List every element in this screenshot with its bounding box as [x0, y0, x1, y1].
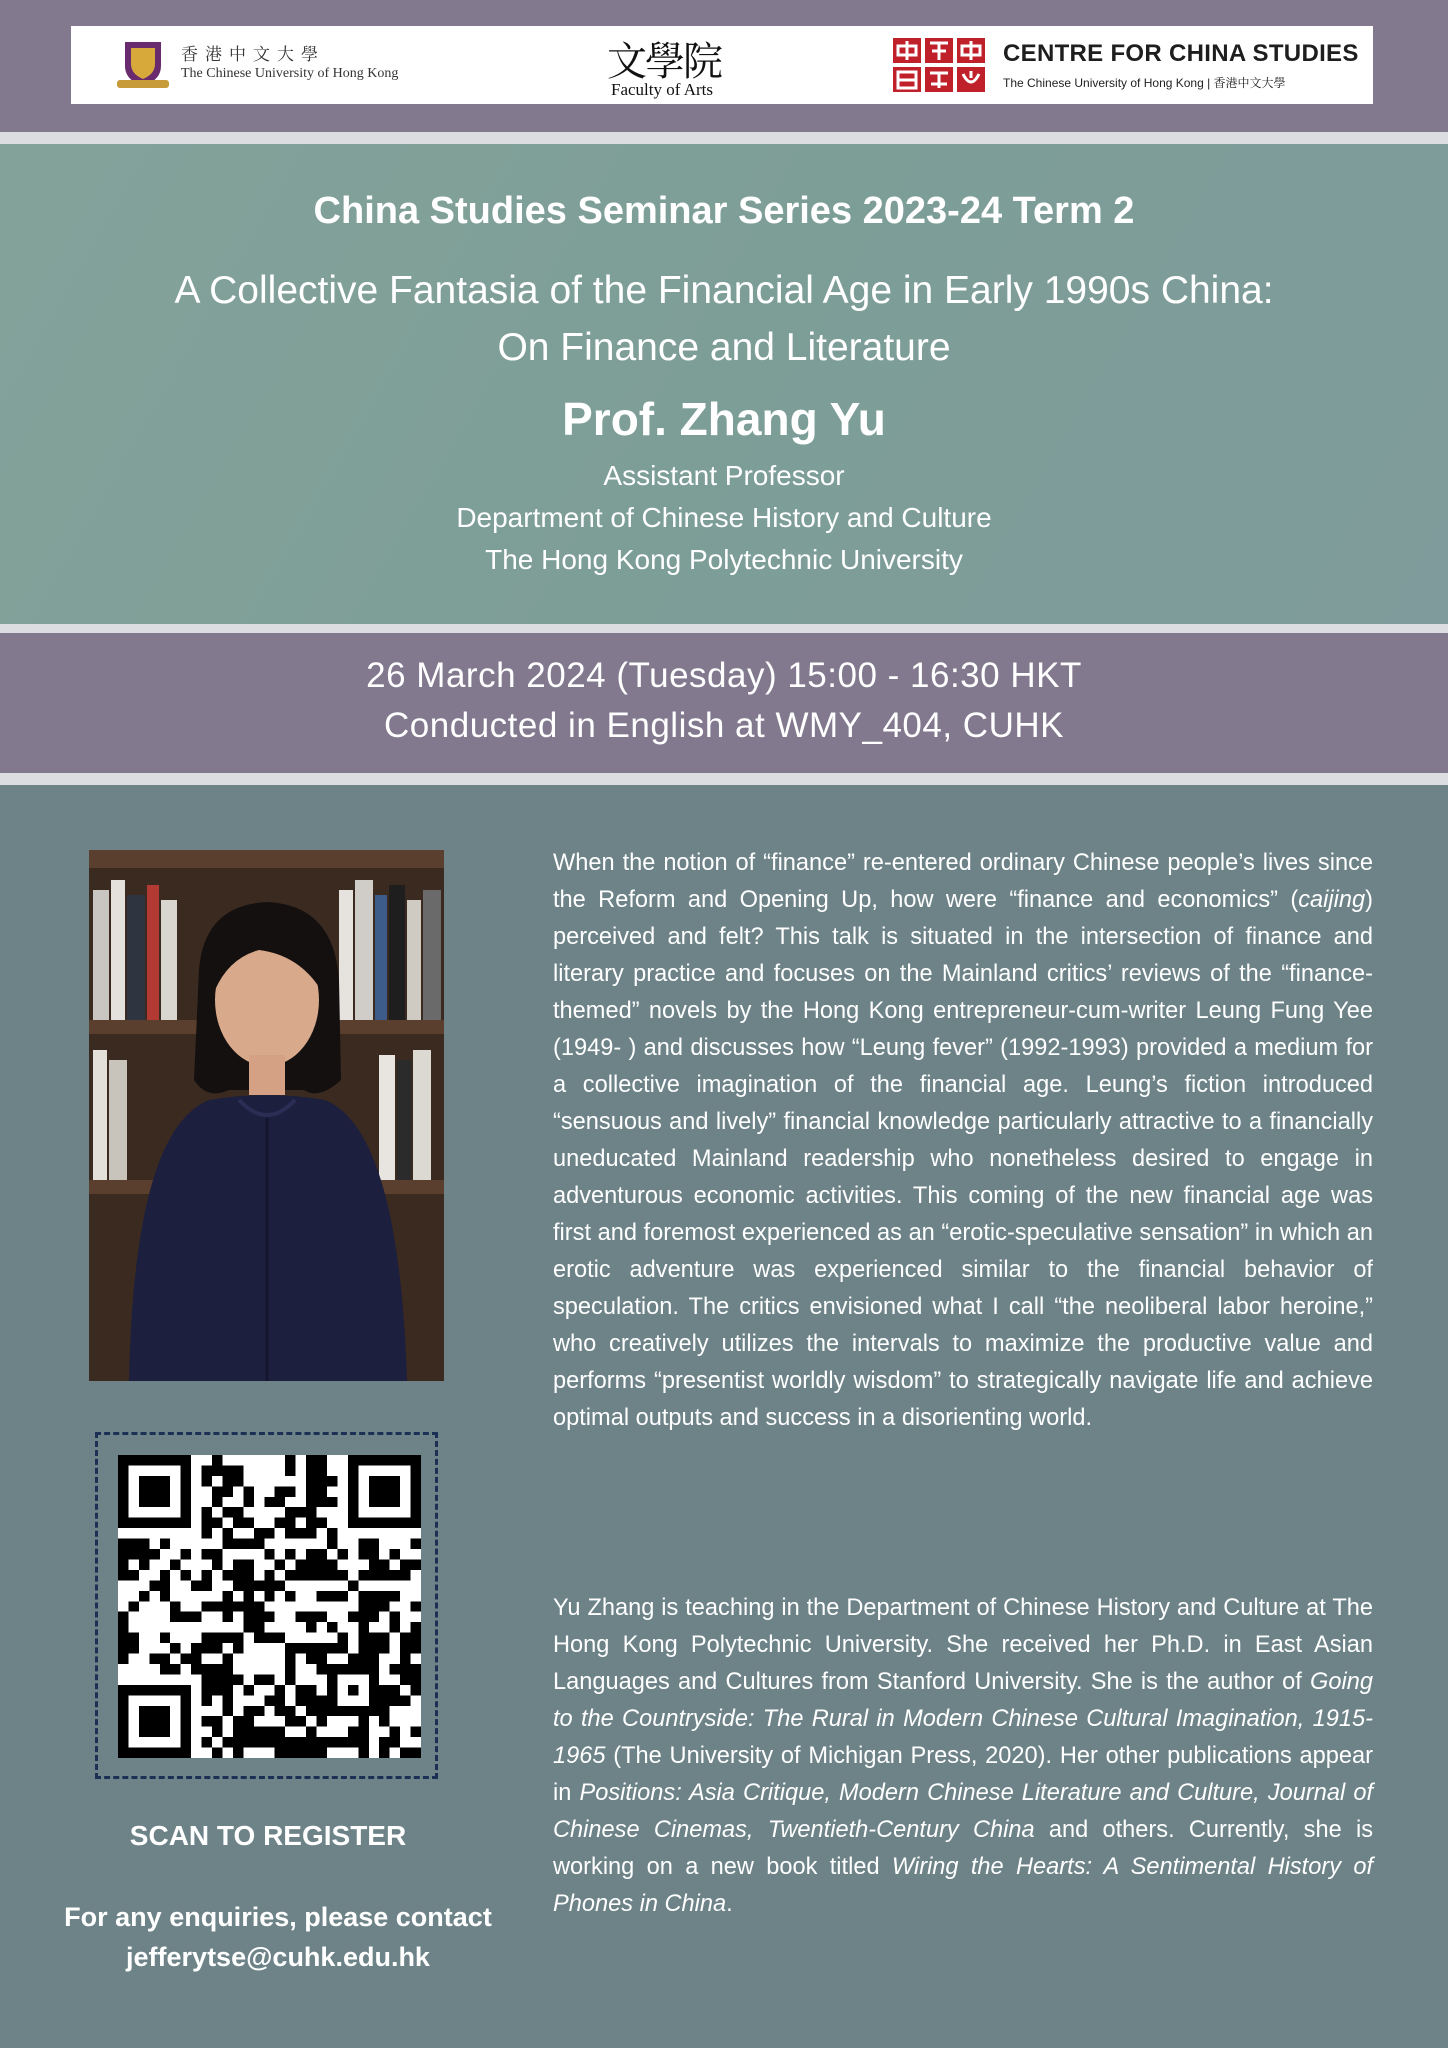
bio-text-1: Yu Zhang is teaching in the Department of Chinese History and Culture at The Hong Kong Polytechnic University. She received her Ph.D. in East Asian Languages and Cultures from Stanford University. She is the author of	[553, 1595, 1373, 1695]
event-datetime: 26 March 2024 (Tuesday) 15:00 - 16:30 HKT	[366, 656, 1082, 695]
event-venue: Conducted in English at WMY_404, CUHK	[384, 706, 1064, 745]
talk-abstract	[553, 845, 1373, 1437]
logo-bar	[71, 26, 1373, 104]
bio-book-title-1: Going to the Countryside: The Rural in Modern Chinese Cultural Imagination, 1915-1965	[553, 1669, 1373, 1769]
ccs-logo-icon	[893, 38, 987, 92]
faculty-of-arts-label: Faculty of Arts	[611, 80, 713, 99]
cuhk-chinese-name: 香港中文大學	[181, 45, 325, 65]
speaker-department: Department of Chinese History and Culture	[456, 502, 992, 533]
abstract-text-1: When the notion of “finance” re-entered ordinary Chinese people’s lives since the Reform and Opening Up, how were “finance and economics” (	[553, 850, 1373, 913]
speaker-name: Prof. Zhang Yu	[562, 393, 886, 445]
qr-code-icon[interactable]	[118, 1455, 421, 1758]
registration-qr-code[interactable]	[118, 1455, 421, 1758]
contact-info	[40, 1897, 516, 1977]
speaker-bio	[553, 1590, 1373, 1923]
speaker-photo	[89, 850, 444, 1381]
separator-top	[0, 132, 1448, 144]
ccs-subtitle: The Chinese University of Hong Kong | 香港中文大學	[1003, 76, 1286, 90]
speaker-affiliation	[0, 455, 1448, 581]
bio-text-2: (The University of Michigan Press, 2020). Her other publications appear in	[553, 1743, 1373, 1806]
bio-text-4: .	[726, 1891, 733, 1917]
contact-email[interactable]: jefferytse@cuhk.edu.hk	[126, 1942, 430, 1972]
bio-journals: Positions: Asia Critique, Modern Chinese Literature and Culture, Journal of Chinese Cinemas, Twentieth-Century China	[553, 1780, 1373, 1843]
abstract-text-2: ) perceived and felt? This talk is situated in the intersection of finance and literary practice and focuses on the Mainland critics’ reviews of the “finance-themed” novels by the Hong Kong entrepreneur-cum-writer Leung Fung Yee (1949- ) and discusses how “Leung fever” (1992-1993) provided a medium for a collective imagination of the financial age. Leung’s fiction introduced “sensuous and lively” financial knowledge particularly attractive to a financially uneducated Mainland readership who nonetheless desired to engage in adventurous economic activities. This coming of the new financial age was first and foremost experienced as an “erotic-speculative sensation” in which an erotic adventure was experienced similar to the financial behavior of speculation. The critics envisioned what I call “the neoliberal labor heroine,” who creatively utilizes the intervals to maximize the productive value and performs “presentist worldly wisdom” to strategically navigate life and achieve optimal outputs and success in a disorienting world.	[553, 887, 1373, 1431]
talk-title	[0, 262, 1448, 376]
seminar-series-title: China Studies Seminar Series 2023-24 Term 2	[313, 190, 1135, 232]
bio-text-3: and others. Currently, she is working on a new book titled	[553, 1817, 1373, 1880]
scan-to-register-label: SCAN TO REGISTER	[129, 1820, 407, 1851]
speaker-position: Assistant Professor	[603, 460, 845, 491]
faculty-of-arts-logo: 文學院	[607, 39, 721, 85]
speaker-university: The Hong Kong Polytechnic University	[485, 544, 963, 575]
talk-title-line-1: A Collective Fantasia of the Financial Age in Early 1990s China:	[174, 269, 1274, 312]
cuhk-english-name: The Chinese University of Hong Kong	[181, 66, 399, 81]
cuhk-crest-icon	[111, 36, 175, 92]
enquiry-text: For any enquiries, please contact	[64, 1902, 492, 1932]
abstract-term-caijing: caijing	[1298, 887, 1366, 913]
separator-bottom	[0, 773, 1448, 785]
talk-title-line-2: On Finance and Literature	[497, 326, 951, 369]
event-details	[0, 651, 1448, 751]
bio-book-title-2: Wiring the Hearts: A Sentimental History of Phones in China	[553, 1854, 1374, 1917]
separator-mid	[0, 624, 1448, 633]
ccs-title: CENTRE FOR CHINA STUDIES	[1003, 40, 1359, 67]
registration-qr-frame[interactable]	[95, 1432, 438, 1779]
